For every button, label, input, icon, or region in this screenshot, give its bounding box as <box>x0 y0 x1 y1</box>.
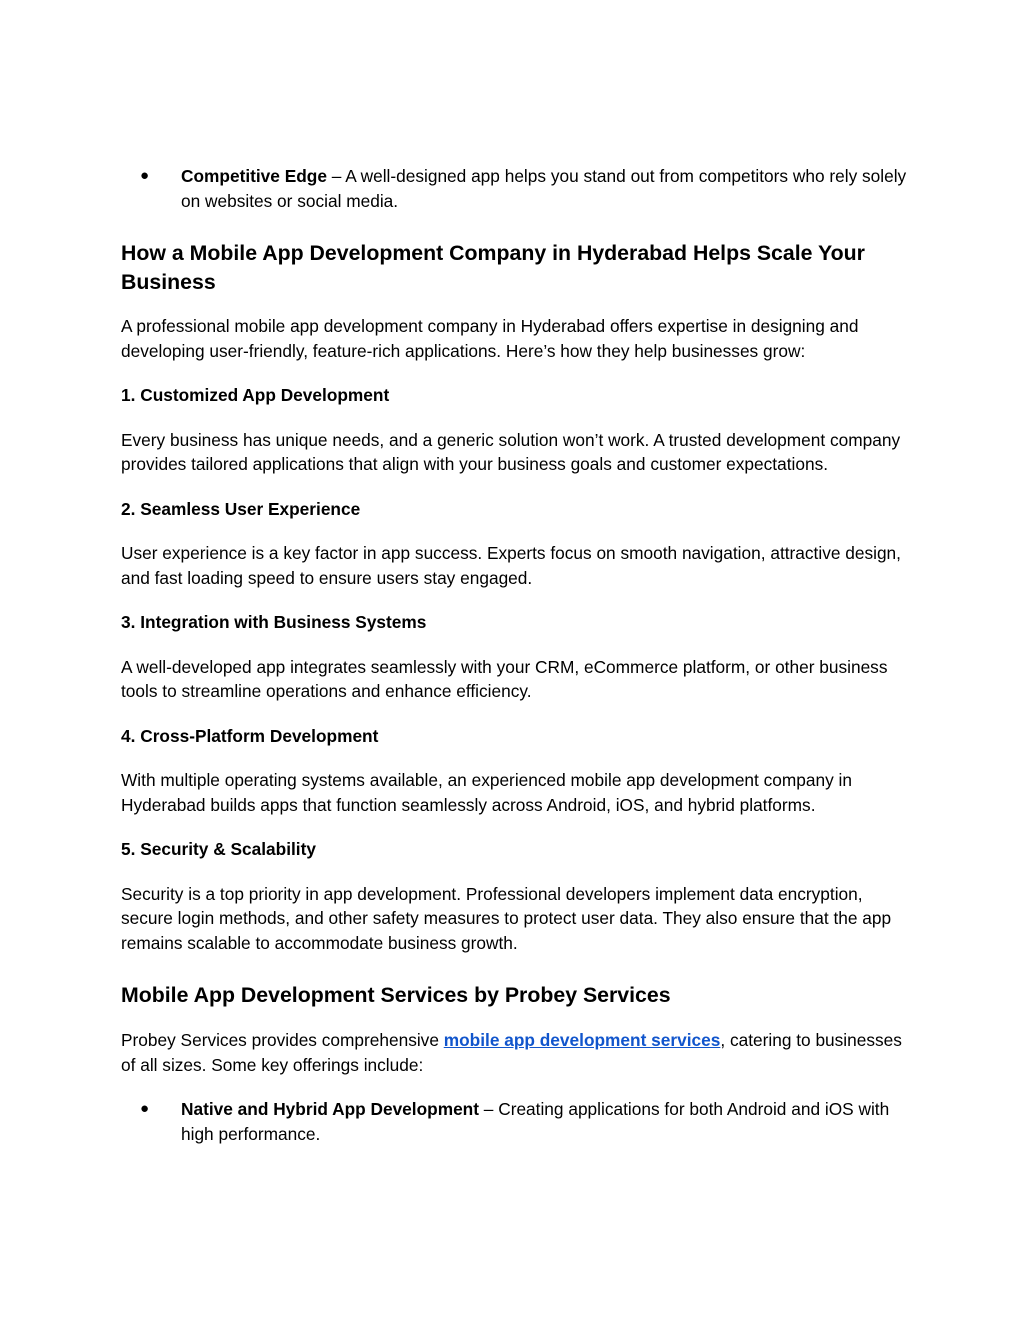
subsection-body: With multiple operating systems available, an experienced mobile app development company in Hyderabad builds apps that function seamlessly across Android, iOS, and hybrid platforms. <box>121 770 853 815</box>
bullet-list-services <box>121 1097 911 1146</box>
bullet-list-top <box>121 164 911 213</box>
section-intro <box>121 1028 911 1077</box>
intro-text: Probey Services provides comprehensive <box>121 1030 444 1050</box>
bullet-icon: ● <box>140 167 150 184</box>
section-intro: A professional mobile app development company in Hyderabad offers expertise in designing and developing user-friendly, feature-rich applications. Here’s how they help businesses grow: <box>121 316 859 361</box>
subsection-body: Security is a top priority in app development. Professional developers implement data encryption, secure login methods, and other safety measures to protect user data. They also ensure that the app remains scalable to accommodate business growth. <box>121 883 892 953</box>
document-content <box>121 164 911 1146</box>
subsection-title: 5. Security & Scalability <box>121 839 316 859</box>
subsection-body: User experience is a key factor in app success. Experts focus on smooth navigation, attractive design, and fast loading speed to ensure users stay engaged. <box>121 543 901 588</box>
subsection-body: A well-developed app integrates seamlessly with your CRM, eCommerce platform, or other business tools to streamline operations and enhance efficiency. <box>121 656 888 701</box>
bullet-text: – A well-designed app helps you stand out from competitors who rely solely on websites or social media. <box>181 166 907 211</box>
bullet-term: Competitive Edge <box>181 166 327 186</box>
subsection-title: 3. Integration with Business Systems <box>121 612 427 632</box>
subsection-title: 4. Cross-Platform Development <box>121 725 379 746</box>
section-heading: Mobile App Development Services by Probey Services <box>121 983 671 1007</box>
list-item <box>121 1097 911 1146</box>
bullet-icon: ● <box>140 1100 150 1117</box>
subsection-title: 1. Customized App Development <box>121 385 390 405</box>
subsection-body: Every business has unique needs, and a generic solution won’t work. A trusted development company provides tailored applications that align with your business goals and customer expectations. <box>121 429 901 474</box>
intro-text: , catering to businesses of all sizes. Some key offerings include: <box>121 1030 902 1075</box>
services-link[interactable]: mobile app development services <box>443 1030 721 1050</box>
bullet-text: – Creating applications for both Android and iOS with high performance. <box>181 1099 890 1144</box>
bullet-term: Native and Hybrid App Development <box>181 1099 479 1119</box>
list-item <box>121 164 911 213</box>
subsection-title: 2. Seamless User Experience <box>121 498 361 519</box>
section-heading: How a Mobile App Development Company in Hyderabad Helps Scale Your Business <box>121 241 865 294</box>
